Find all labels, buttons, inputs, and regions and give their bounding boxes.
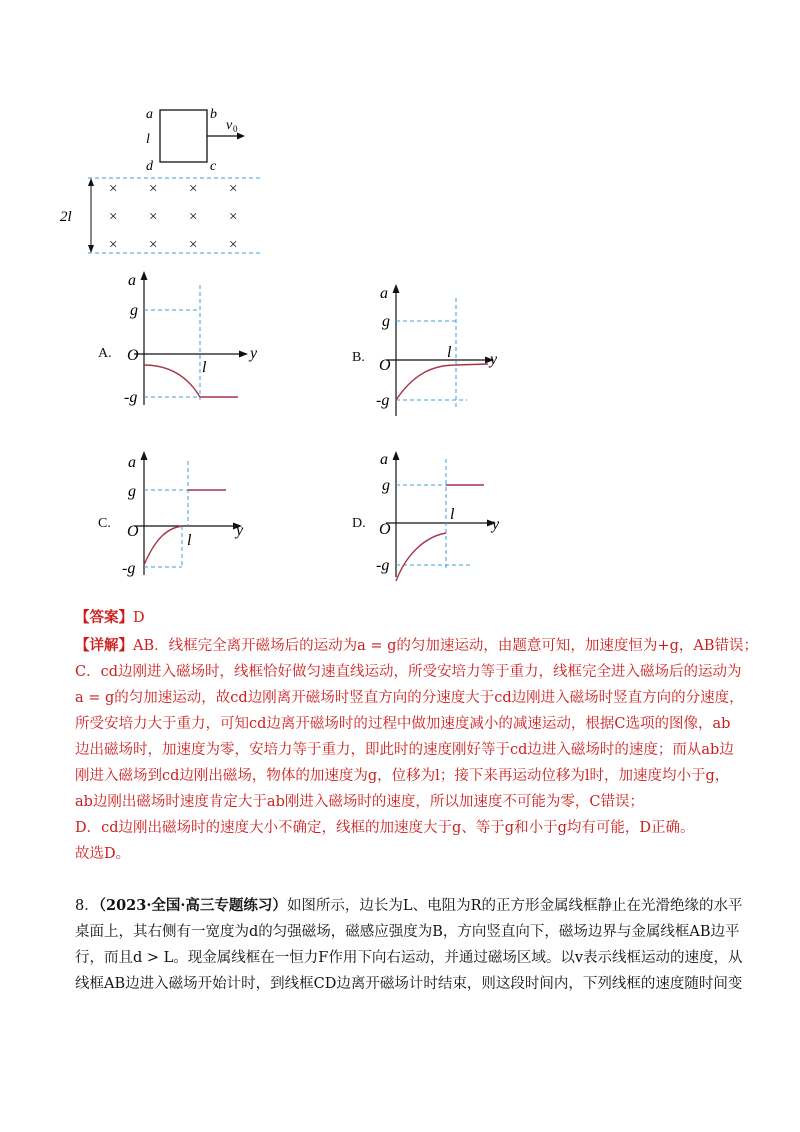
- question-source: （2023·全国·高三专题练习）: [98, 897, 287, 914]
- square-loop: [160, 110, 207, 162]
- curve-b: [396, 364, 488, 400]
- label-2l: 2l: [60, 209, 72, 225]
- axis-label-y: y: [492, 516, 500, 533]
- origin-label: O: [127, 347, 139, 364]
- axis-label-y: y: [236, 522, 244, 539]
- question-line: 行，而且d > L。现金属线框在一恒力F作用下向右运动，并通过磁场区域。以v表示线框运动的速度，从: [75, 950, 743, 966]
- tick-g: g: [382, 313, 390, 330]
- tick-l: l: [447, 344, 452, 361]
- question-8: [75, 893, 743, 997]
- origin-label: O: [379, 357, 391, 374]
- explanation-line: D．cd边刚出磁场时的速度大小不确定，线框的加速度大于g、等于g和小于g均有可能，D正确。: [75, 820, 695, 836]
- dimension-arrow-up: [88, 178, 94, 186]
- loop-field-figure: [0, 0, 800, 270]
- field-mark: ×: [109, 181, 118, 197]
- graph-d: [372, 445, 522, 585]
- tick-l: l: [450, 506, 455, 523]
- velocity-arrowhead: [237, 133, 245, 140]
- tick-g: g: [382, 477, 390, 494]
- explanation-line: AB．线框完全离开磁场后的运动为a = g的匀加速运动，由题意可知，加速度恒为+g，AB错误；: [133, 638, 758, 654]
- explanation-line: C．cd边刚进入磁场时，线框恰好做匀速直线运动，所受安培力等于重力，线框完全进入磁场后的运动为: [75, 664, 742, 680]
- field-mark: ×: [149, 181, 158, 197]
- axis-label-y: y: [250, 345, 258, 362]
- axis-label-y: y: [490, 351, 498, 368]
- question-line: 桌面上，其右侧有一宽度为d的匀强磁场，磁感应强度为B，方向竖直向下，磁场边界与金属线框AB边平: [75, 924, 740, 940]
- tick-l: l: [202, 359, 207, 376]
- field-mark: ×: [189, 209, 198, 225]
- field-mark: ×: [229, 209, 238, 225]
- tick-neg-g: -g: [122, 560, 136, 577]
- axis-label-a: a: [128, 454, 136, 471]
- origin-label: O: [127, 523, 139, 540]
- field-mark: ×: [189, 237, 198, 253]
- origin-label: O: [379, 521, 391, 538]
- dimension-arrow-down: [88, 245, 94, 253]
- explanation-line: ab边刚出磁场时速度肯定大于ab刚进入磁场时的速度，所以加速度不可能为零，C错误；: [75, 794, 644, 810]
- option-a-label: A.: [98, 346, 112, 361]
- explanation: [75, 633, 758, 867]
- explanation-line: a = g的匀加速运动，故cd边刚离开磁场时竖直方向的分速度大于cd边刚进入磁场时竖直方向的分速度，: [75, 690, 744, 706]
- option-d-label: D.: [352, 516, 366, 531]
- curve-a: [144, 365, 238, 397]
- tick-neg-g: -g: [124, 389, 138, 406]
- field-mark: ×: [229, 237, 238, 253]
- label-side-l: l: [146, 132, 150, 147]
- explanation-tag: 【详解】: [75, 637, 133, 654]
- question-line: 线框AB边进入磁场开始计时，到线框CD边离开磁场计时结束，则这段时间内，下列线框的速度随时间变: [75, 976, 743, 992]
- answer-value: D: [133, 610, 145, 626]
- field-mark: ×: [109, 209, 118, 225]
- tick-g: g: [130, 302, 138, 319]
- explanation-line: 所受安培力大于重力，可知cd边离开磁场时的过程中做加速度减小的减速运动，根据C选项的图像，ab: [75, 716, 731, 732]
- field-mark: ×: [149, 237, 158, 253]
- label-a: a: [146, 107, 153, 122]
- field-mark: ×: [229, 181, 238, 197]
- axis-label-a: a: [380, 451, 388, 468]
- answer-line: [75, 605, 735, 631]
- label-d: d: [146, 159, 153, 174]
- tick-neg-g: -g: [376, 557, 390, 574]
- option-c-label: C.: [98, 516, 111, 531]
- axis-label-a: a: [128, 272, 136, 289]
- axis-label-a: a: [380, 285, 388, 302]
- field-marks: [109, 181, 237, 253]
- explanation-line: 边出磁场时，加速度为零，安培力等于重力，即此时的速度刚好等于cd边进入磁场时的速度；而从ab边: [75, 742, 734, 758]
- label-c: c: [210, 159, 217, 174]
- tick-l: l: [187, 532, 192, 549]
- field-mark: ×: [149, 209, 158, 225]
- question-line: 如图所示，边长为L、电阻为R的正方形金属线框静止在光滑绝缘的水平: [286, 898, 743, 914]
- graph-b: [372, 278, 522, 428]
- question-number: 8．: [75, 898, 99, 914]
- graph-c: [120, 445, 270, 585]
- field-mark: ×: [109, 237, 118, 253]
- option-b-label: B.: [352, 350, 365, 365]
- explanation-line: 刚进入磁场到cd边刚出磁场，物体的加速度为g，位移为l；接下来再运动位移为l时，加速度均小于g，: [75, 768, 730, 784]
- curve-c-lower: [144, 526, 182, 565]
- answer-tag: 【答案】: [75, 609, 133, 626]
- curve-d-lower: [396, 533, 446, 581]
- label-b: b: [210, 107, 217, 122]
- label-v0-subscript: 0: [233, 124, 238, 134]
- tick-g: g: [128, 483, 136, 500]
- tick-neg-g: -g: [376, 392, 390, 409]
- field-mark: ×: [189, 181, 198, 197]
- graph-a: [120, 265, 270, 420]
- explanation-line: 故选D。: [75, 846, 131, 862]
- label-v0: v: [226, 118, 233, 133]
